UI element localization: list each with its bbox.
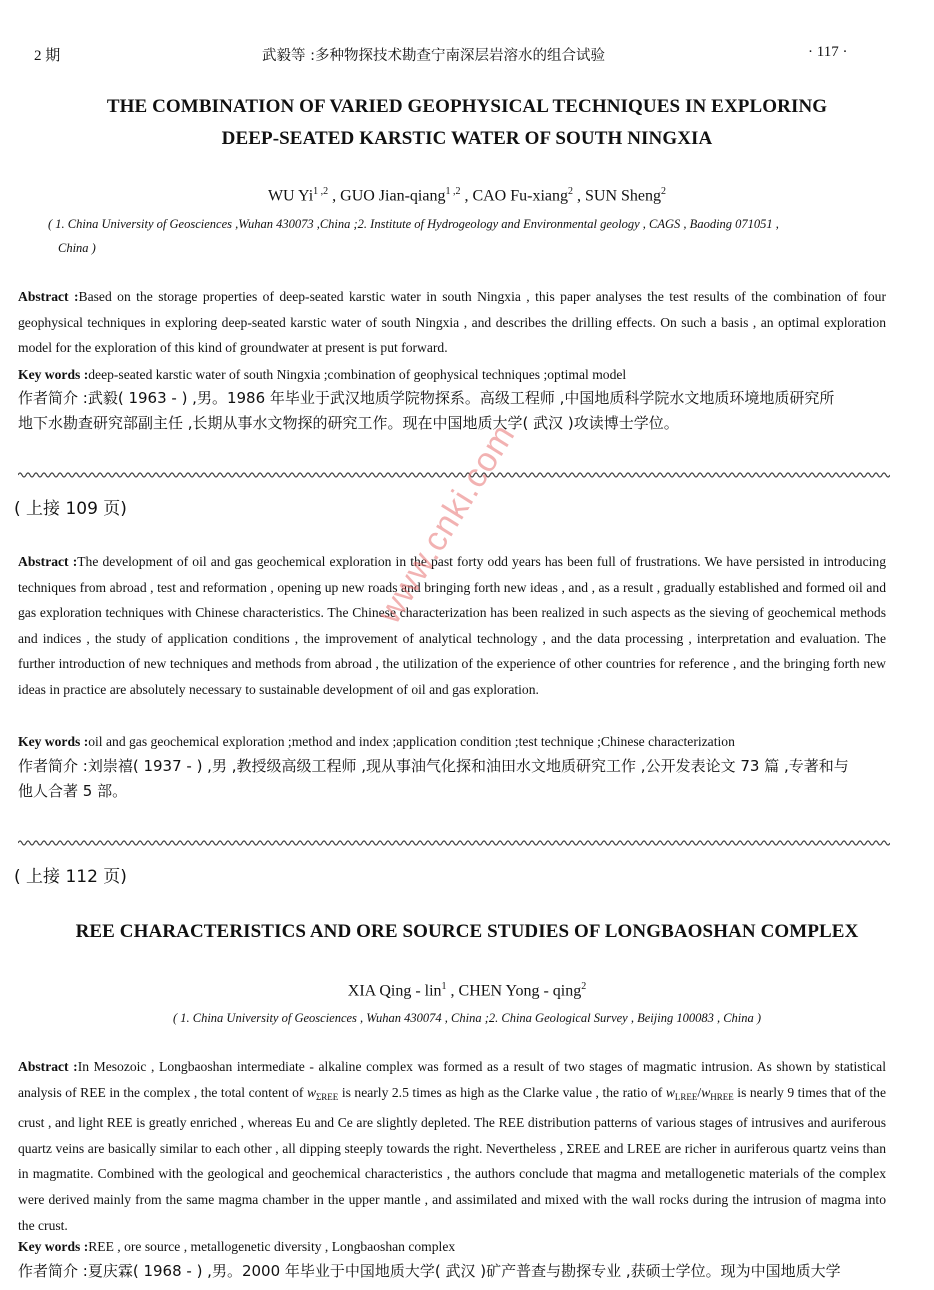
abstract-label: Abstract : (18, 554, 78, 569)
article3-abstract (18, 1054, 886, 1238)
abstract-label: Abstract : (18, 1059, 78, 1074)
article3-keywords (18, 1234, 886, 1259)
article3-bio-line1: 作者简介 :夏庆霖( 1968 - ) ,男。2000 年毕业于中国地质大学( 武汉 )矿产普查与勘探专业 ,获硕士学位。现为中国地质大学 (18, 1262, 841, 1280)
wavy-divider (18, 838, 890, 848)
article1-bio-line2: 地下水勘查研究部副主任 ,长期从事水文物探的研究工作。现在中国地质大学( 武汉 )攻读博士学位。 (18, 414, 679, 432)
abstract-text: The development of oil and gas geochemical exploration in the past forty odd years has been full of frustrations. We have persisted in introducing techniques from abroad , test and reformation , opening up new roads and bringing forth new ideas , and , as a result , gradually established and formed oil and gas exploration techniques with Chinese characteristics. The Chinese characterization has been realized in such aspects as the sieving of geochemical methods and indices , the study of application conditions , the improvement of analytical technology , and the data processing , interpretation and evaluation. The further introduction of new techniques and methods from abroad , the utilization of the experience of other countries for reference , and the bringing forth new ideas in practice are absolutely necessary to sustainable development of oil and gas exploration. (18, 554, 886, 697)
article2-bio-line2: 他人合著 5 部。 (18, 782, 128, 800)
page-number: · 117 · (808, 44, 848, 60)
issue-number: 2 期 (34, 48, 61, 64)
author-affil-sup: 1 ,2 (313, 186, 329, 197)
author-name: SUN Sheng (585, 187, 662, 205)
author-name: GUO Jian-qiang (340, 187, 446, 205)
article2-abstract (18, 549, 886, 703)
keywords-text: oil and gas geochemical exploration ;method and index ;application condition ;test technique ;Chinese characterization (88, 734, 735, 749)
symbol-w: w (701, 1084, 711, 1100)
continuation-note: ( 上接 112 页) (14, 867, 127, 887)
author-name: XIA Qing - lin (347, 982, 442, 1000)
subscript-lree: LREE (674, 1091, 698, 1102)
article1-bio-line1: 作者简介 :武毅( 1963 - ) ,男。1986 年毕业于武汉地质学院物探系。高级工程师 ,中国地质科学院水文地质环境地质研究所 (18, 389, 835, 407)
running-title: 武毅等 :多种物探技术勘查宁南深层岩溶水的组合试验 (262, 48, 605, 64)
subscript-hree: HREE (710, 1091, 734, 1102)
article1-title-line2: DEEP-SEATED KARSTIC WATER OF SOUTH NINGXIA (221, 128, 713, 149)
article1-keywords (18, 362, 886, 387)
article3-authors: XIA Qing - lin$^1$ , CHEN Yong - qing$^2$ (347, 981, 587, 1000)
abstract-text: Based on the storage properties of deep-seated karstic water in south Ningxia , this paper analyses the test results of the combination of four geophysical techniques in exploring deep-seated karstic water of south Ningxia , and describes the drilling effects. On such a basis , an optimal exploration model for the exploration of this kind of groundwater at present is put forward. (18, 289, 886, 356)
keywords-text: deep-seated karstic water of south Ningxia ;combination of geophysical techniques ;optimal model (88, 367, 627, 382)
author-affil-sup: 2 (661, 186, 667, 197)
article1-affiliation-line2: China ) (58, 241, 96, 255)
article3-affiliation: ( 1. China University of Geosciences , Wuhan 430074 , China ;2. China Geological Survey , Beijing 100083 , China ) (172, 1011, 762, 1025)
watermark: www.cnki.com (370, 417, 523, 631)
author-name: CAO Fu-xiang (472, 187, 569, 205)
symbol-w: w (665, 1084, 675, 1100)
author-name: CHEN Yong - qing (458, 982, 582, 1000)
article1-authors: WU Yi$^{1 ,2}$ , GUO Jian-qiang$^{1 ,2}$ , CAO Fu-xiang$^2$ , SUN Sheng$^2$ (267, 186, 667, 205)
article1-affiliation-line1: ( 1. China University of Geosciences ,Wuhan 430073 ,China ;2. Institute of Hydrogeology and Environmental geology , CAGS , Baoding 071051 , (48, 217, 779, 231)
abstract-text: In Mesozoic , Longbaoshan intermediate - alkaline complex was formed as a result of two stages of magmatic intrusion. As shown by statistical analysis of REE in the complex , the total content of (18, 1059, 886, 1100)
keywords-label: Key words : (18, 734, 89, 749)
author-affil-sup: 2 (581, 981, 587, 992)
abstract-label: Abstract : (18, 289, 79, 304)
abstract-text: is nearly 9 times that of the crust , and light REE is greatly enriched , whereas Eu and Ce are slightly depleted. The REE distribution patterns of various stages of intrusives and auriferous quartz veins are basically similar to each other , all dipping steeply towards the right. Nevertheless , ΣREE and LREE are richer in auriferous quartz veins than in magmatite. Combined with the geological and geochemical characteristics , the authors conclude that magma and metallogenetic materials of the complex were derived mainly from the same magma chamber in the upper mantle , and assimilated and mixed with the wall rocks during the intrusion of magma into the crust. (18, 1084, 886, 1233)
article1-abstract (18, 284, 886, 361)
abstract-text: is nearly 2.5 times as high as the Clarke value , the ratio of (338, 1084, 666, 1100)
article2-bio-line1: 作者简介 :刘崇禧( 1937 - ) ,男 ,教授级高级工程师 ,现从事油气化探和油田水文地质研究工作 ,公开发表论文 73 篇 ,专著和与 (18, 757, 849, 775)
article1-title-line1: THE COMBINATION OF VARIED GEOPHYSICAL TECHNIQUES IN EXPLORING (106, 96, 828, 117)
article2-keywords (18, 729, 886, 754)
author-name: WU Yi (267, 187, 314, 205)
symbol-w: w (306, 1084, 317, 1100)
keywords-text: REE , ore source , metallogenetic diversity , Longbaoshan complex (88, 1239, 456, 1254)
subscript-sree: ΣREE (316, 1091, 339, 1102)
keywords-label: Key words : (18, 367, 89, 382)
keywords-label: Key words : (18, 1239, 89, 1254)
article3-title: REE CHARACTERISTICS AND ORE SOURCE STUDIES OF LONGBAOSHAN COMPLEX (75, 921, 859, 942)
author-affil-sup: 2 (568, 186, 574, 197)
ratio-slash: / (697, 1084, 702, 1100)
author-affil-sup: 1 (441, 981, 447, 992)
author-affil-sup: 1 ,2 (445, 186, 461, 197)
continuation-note: ( 上接 109 页) (14, 499, 127, 519)
